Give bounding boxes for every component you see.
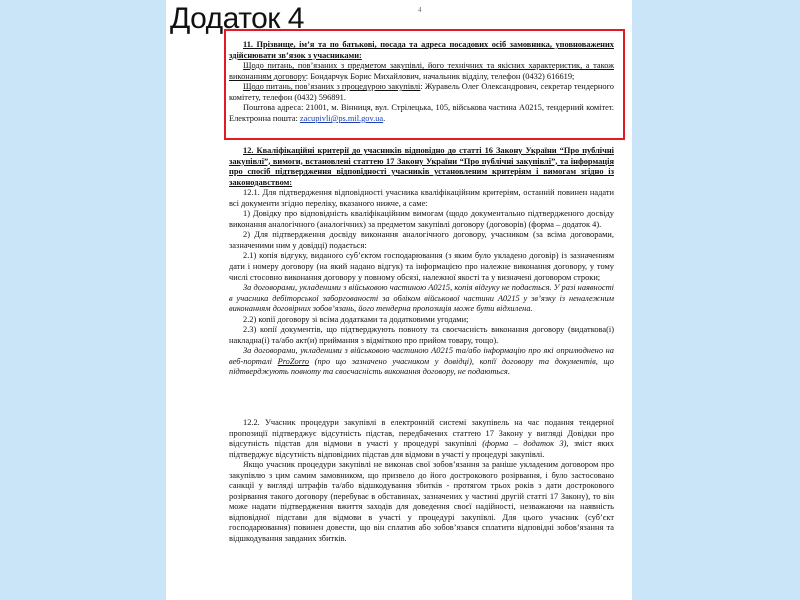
tech-contact-text: : Бондарчук Борис Михайлович, начальник відділу, телефон (0432) 616619;: [305, 71, 575, 81]
section-12: [229, 146, 614, 378]
email-link[interactable]: zacupivli@ps.mil.gov.ua: [299, 113, 384, 123]
postal-address-end: .: [383, 113, 386, 123]
postal-address-text: Поштова адреса: 21001, м. Вінниця, вул. Стрілецька, 105, військова частина А0215, тендерний комітет. Електронна пошта:: [229, 103, 614, 123]
section-12-p2: 1) Довідку про відповідність кваліфікаційним вимогам (щодо документально підтвердженого досвіду виконання аналогічного (аналогічних) за предметом закупівлі договору (договорів) (форма – додаток 4).: [229, 209, 614, 229]
section-12-p9-pre: 12.2. Учасник процедури закупівлі в електронній системі закупівель на час подання тендерної пропозиції підтверджує відсутність підстав, передбачених статтею 17 Закону у вигляді Довідки про відсутність підстав для відмови в участі у процедурі закупівлі: [229, 418, 614, 449]
section-12-p3: 2) Для підтвердження досвіду виконання аналогічного договору, учасником (за всіма договорами, зазначеними ним у довідці) подається:: [229, 230, 614, 250]
slide-title: Додаток 4: [170, 2, 304, 35]
section-12-p10: Якщо учасник процедури закупівлі не виконав свої зобов’язання за раніше укладеним договором про закупівлю з цим самим замовником, що призвело до його дострокового розірвання, і було застосовано санкції у вигляді штрафів та/або відшкодування збитків - протягом трьох років з дати дострокового розірвання такого договору (перебуває в обставинах, зазначених у частині другій статті 17 Закону), то він може надати підтвердження вжиття заходів для доведення своєї надійності, незважаючи на наявність відповідної підстави для відмови в участі у процедурі закупівлі. Для цього учасник (суб’єкт господарювання) повинен довести, що він сплатив або зобов’язався сплатити відповідні зобов’язання та відшкодування завданих збитків.: [229, 460, 614, 544]
prozorro-link[interactable]: ProZorro: [277, 356, 310, 366]
proc-contact-label: Щодо питань, пов’язаних з процедурою закупівлі: [243, 82, 421, 92]
section-12-2: [229, 418, 614, 545]
section-12-p6: 2.2) копії договору зі всіма додатками та додатковими угодами;: [243, 314, 469, 324]
section-11-heading: 11. Прізвище, ім’я та по батькові, посада та адреса посадових осіб замовника, уповноважених здійснювати зв’язок з учасниками:: [229, 40, 614, 60]
proc-contact-paragraph: [229, 82, 614, 103]
proc-contact-text: : Журавель Олег Олександрович, секретар тендерного комітету, телефон (0432) 596891.: [229, 82, 614, 102]
page-number: 4: [418, 6, 422, 14]
section-12-p7: 2.3) копії документів, що підтверджують повноту та своєчасність виконання договору (видаткова(і) накладна(і) та/або акт(и) приймання з відміткою про прийом товару, тощо).: [229, 325, 614, 345]
section-12-p9: [229, 418, 614, 460]
section-12-p9-form: (форма – додаток 3): [482, 439, 567, 449]
tech-contact-label: Щодо питань, пов’язаних з предметом закупівлі, його технічних та якісних характеристик, а також виконанням договору: [229, 61, 614, 81]
section-12-p8-pre: За договорами, укладеними з військовою частиною А0215 та/або інформацію про які оприлюднено на веб-порталі: [229, 346, 614, 366]
section-12-p9-post: , зміст яких підтверджує відсутність відповідних підстав для відмови в участі у процедурі закупівлі.: [229, 439, 614, 459]
section-12-p8-post: (про що зазначено учасником у довідці), копії договору та документів, що підтверджують повноту та своєчасність виконання договору, не подаються.: [229, 356, 614, 377]
section-11: [229, 40, 614, 124]
section-12-p1: 12.1. Для підтвердження відповідності учасника кваліфікаційним критеріям, останній повинен надати всі документи згідно переліку, вказаного нижче, а саме:: [229, 188, 614, 208]
tech-contact-paragraph: [229, 61, 614, 82]
postal-address-paragraph: [229, 103, 614, 124]
section-12-p8: [229, 346, 614, 378]
section-12-p4: 2.1) копія відгуку, виданого суб’єктом господарювання (з яким було укладено договір) із зазначенням дати і номеру договору (на який надано відгук) та інформацією про належне виконання договору, у тому числі стосовно виконання договору у повному обсязі, належної якості та у визначені договором строки;: [229, 251, 614, 282]
section-12-p5: За договорами, укладеними з військовою частиною А0215, копія відгуку не подається. У разі наявності в учасника дебіторської заборгованості за обліком військової частини А0215 у зв’язку із неналежним виконанням договірних зобов’язань, його тендерна пропозиція може бути відхилена.: [229, 283, 614, 314]
section-12-heading: 12. Кваліфікаційні критерії до учасників відповідно до статті 16 Закону України “Про публічні закупівлі”, вимоги, встановлені статтею 17 Закону України “Про публічні закупівлі”, та інформація про спосіб підтвердження відповідності учасників установленим критеріям і вимогам згідно із законодавством:: [229, 146, 614, 187]
